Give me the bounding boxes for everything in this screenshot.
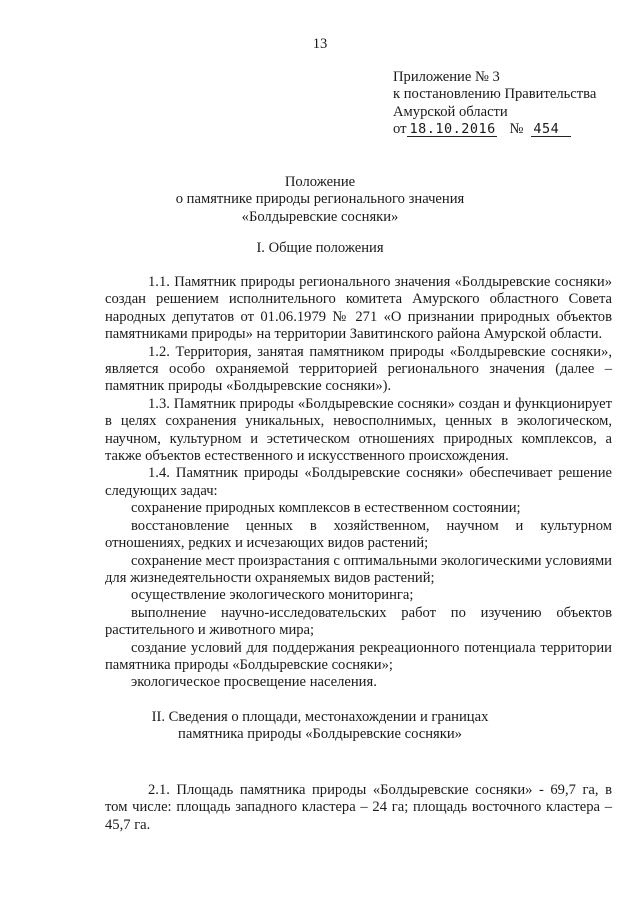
section-2-body [105,782,612,834]
task-item: восстановление ценных в хозяйственном, научном и культурном отношениях, редких и исчезающих видов растений; [105,517,612,552]
paragraph-1-4: 1.4. Памятник природы «Болдыревские сосняки» обеспечивает решение следующих задач: [105,465,612,499]
section-2-heading-line-1: II. Сведения о площади, местонахождении и границах [151,709,489,725]
appendix-date-row [393,121,633,138]
paragraph-1-1: 1.1. Памятник природы регионального значения «Болдыревские сосняки» создан решением исполнительного комитета Амурского областного Совета народных депутатов от 01.06.1979 № 271 «О признании природных объектов памятниками природы» на территории Завитинского района Амурской области. [105,274,612,343]
appendix-block [393,69,633,139]
section-1-heading: I. Общие положения [256,240,384,256]
appendix-region: Амурской области [393,103,508,120]
task-item: осуществление экологического мониторинга; [131,587,414,604]
number-sign: № [509,121,524,138]
task-item: сохранение мест произрастания с оптимальными экологическими условиями для жизнедеятельности охраняемых видов растений; [105,552,612,586]
page-number: 13 [312,36,328,52]
appendix-resolution: к постановлению Правительства [393,86,597,103]
title-line-2: о памятнике природы регионального значения [175,191,465,208]
date-value: 18.10.2016 [409,121,496,138]
paragraph-1-2: 1.2. Территория, занятая памятником природы «Болдыревские сосняки», является особо охраняемой территорией регионального значения (далее – памятник природы «Болдыревские сосняки»). [105,343,612,395]
document-title [0,174,640,226]
paragraph-1-3: 1.3. Памятник природы «Болдыревские сосняки» создан и функционирует в целях сохранения уникальных, невосполнимых, ценных в экологическом, научном, культурном и эстетическом отношениях природных комплексов, а также объектов естественного и искусственного происхождения. [105,395,612,465]
section-2-heading [0,709,640,744]
date-prefix: от [393,121,407,138]
number-value: 454 [531,122,571,137]
appendix-title: Приложение № 3 [393,69,500,85]
title-line-1: Положение [284,174,356,190]
task-item: экологическое просвещение населения. [131,674,377,691]
task-item: сохранение природных комплексов в естественном состоянии; [131,500,521,517]
paragraph-2-1: 2.1. Площадь памятника природы «Болдыревские сосняки» - 69,7 га, в том числе: площадь западного кластера – 24 га; площадь восточного кластера – 45,7 га. [105,782,612,833]
task-item: выполнение научно-исследовательских работ по изучению объектов растительного и животного мира; [105,604,612,639]
title-line-3: «Болдыревские сосняки» [241,208,399,225]
section-1-body [105,274,612,692]
section-2-heading-line-2: памятника природы «Болдыревские сосняки» [178,726,462,743]
task-item: создание условий для поддержания рекреационного потенциала территории памятника природы «Болдыревские сосняки»; [105,639,612,673]
